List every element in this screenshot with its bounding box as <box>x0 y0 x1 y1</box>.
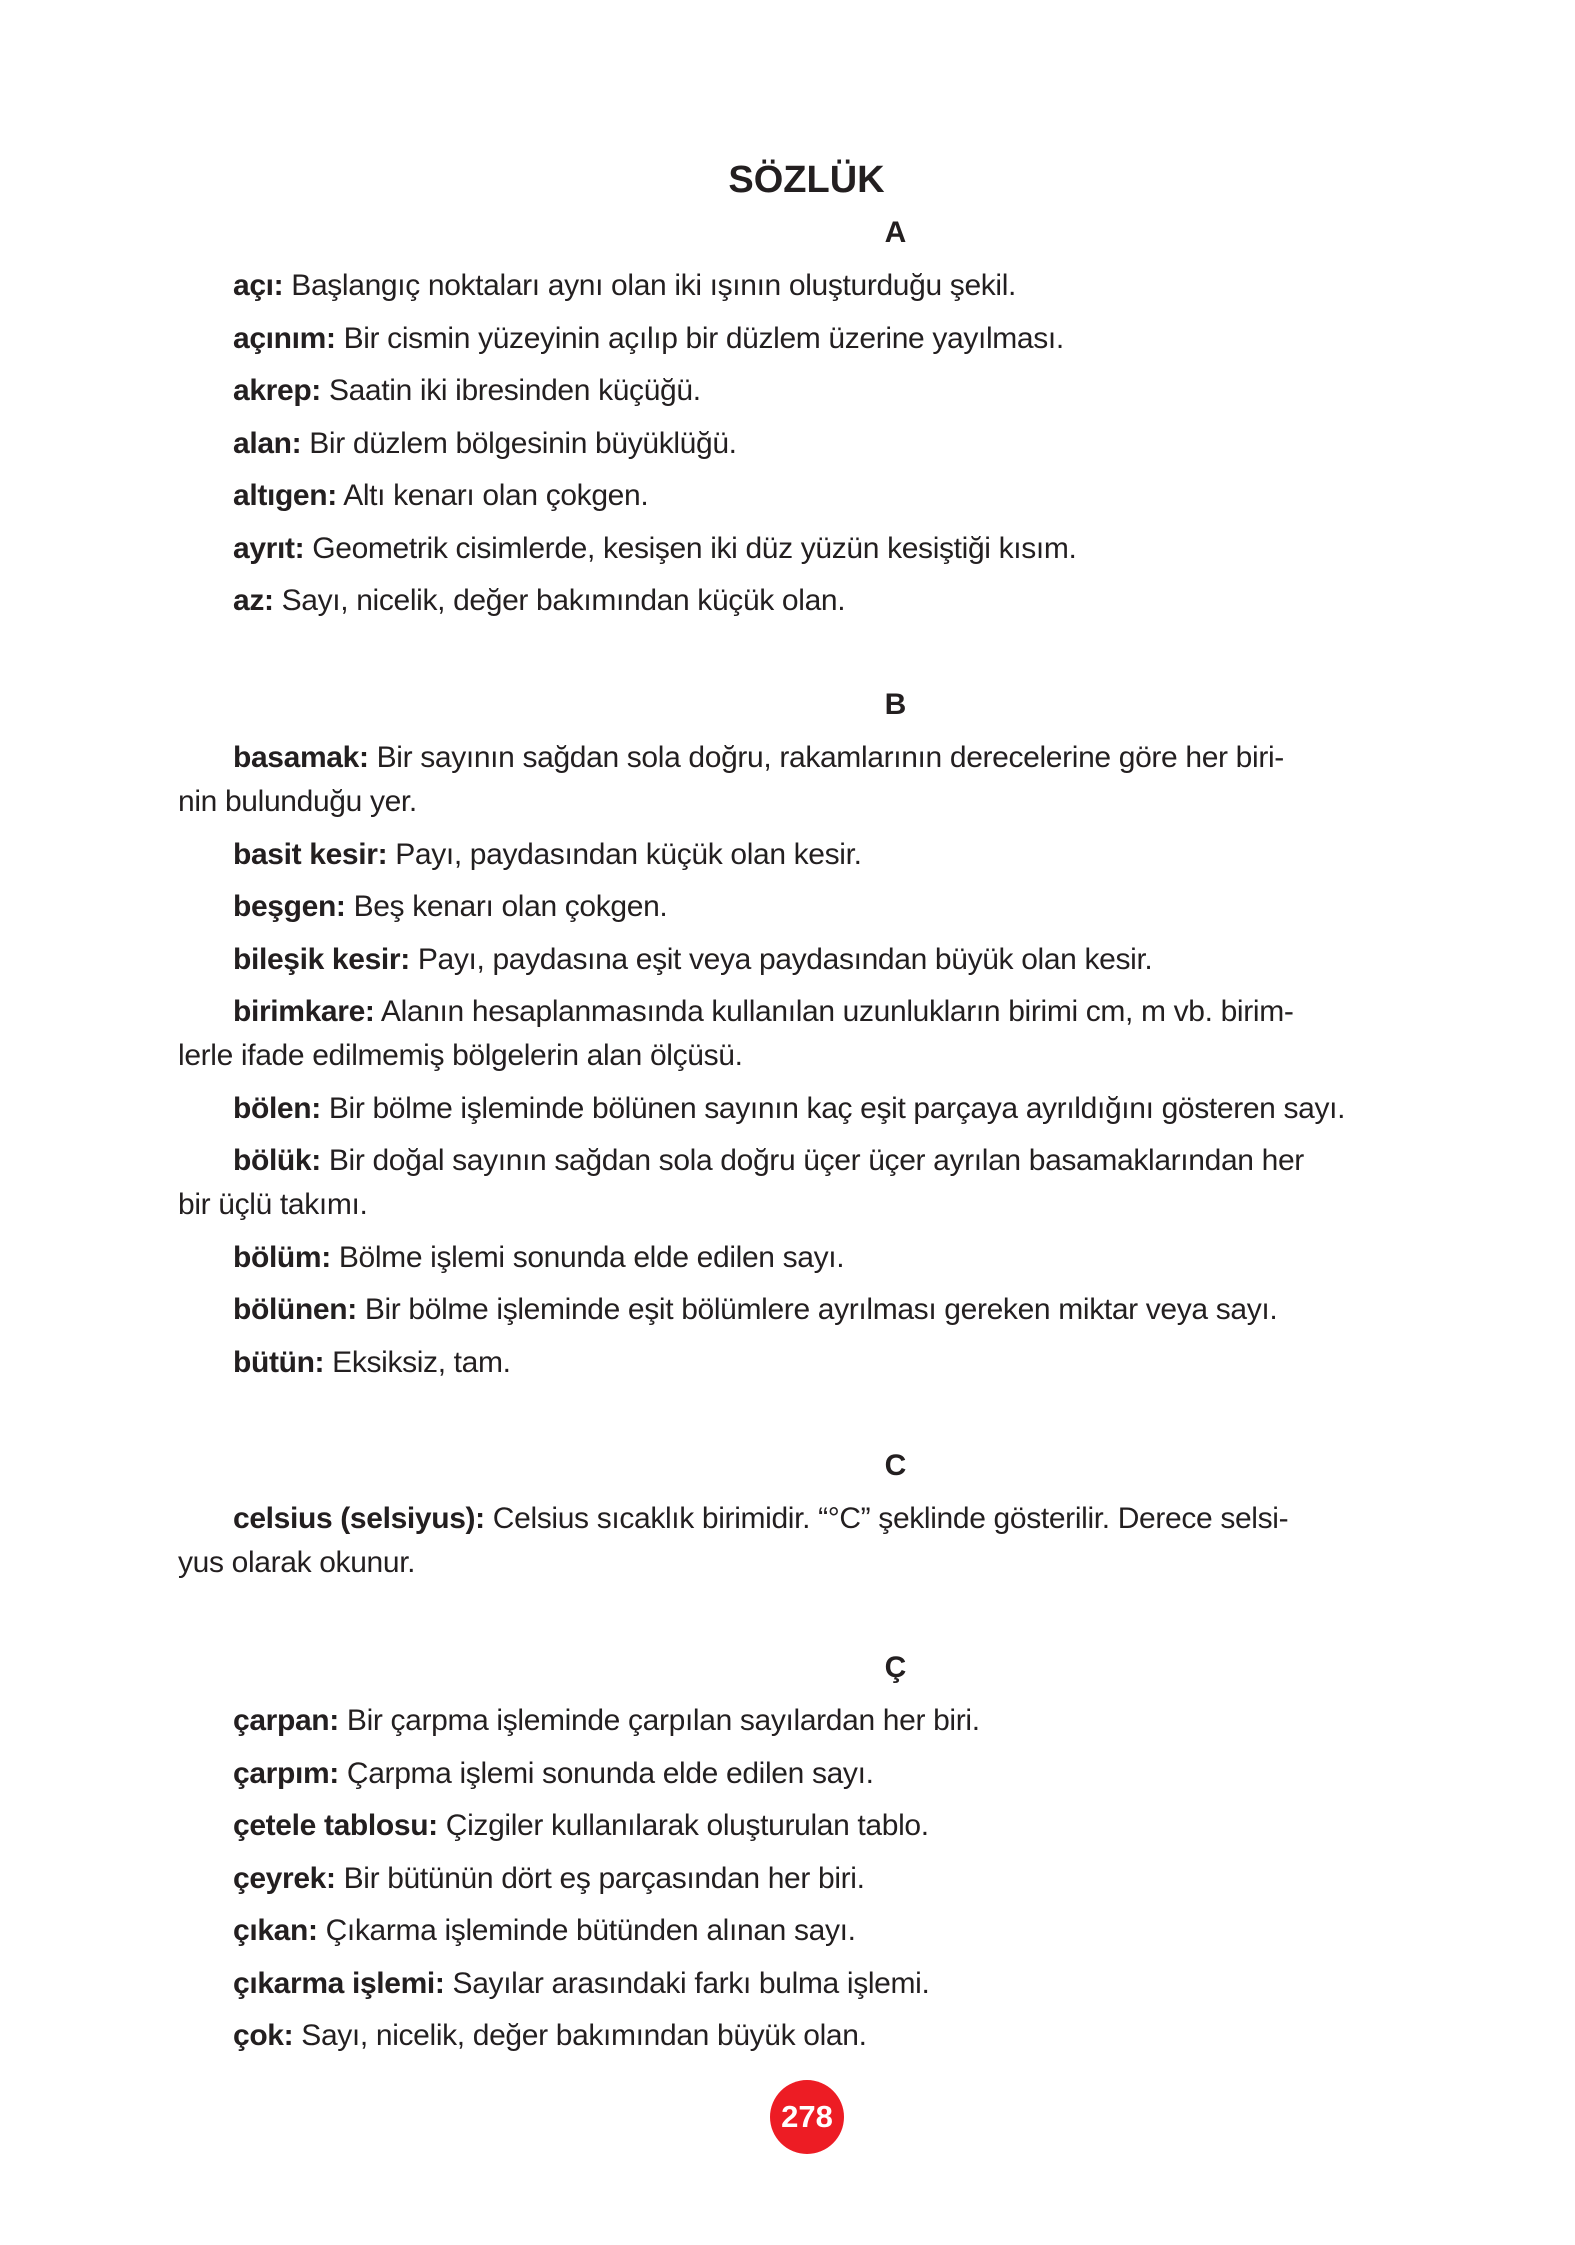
entry-term: açı: <box>233 269 284 302</box>
entry-line <box>178 990 1438 1034</box>
entry-term: altıgen: <box>233 479 337 512</box>
entry-line <box>178 1183 1438 1227</box>
entry-definition: Sayı, nicelik, değer bakımından küçük olan. <box>273 584 846 617</box>
entry-line <box>178 885 1438 929</box>
entry-line <box>178 1541 1438 1585</box>
glossary-entry <box>178 1699 1438 1743</box>
glossary-entry <box>178 317 1438 361</box>
entry-definition: lerle ifade edilmemiş bölgelerin alan ölçüsü. <box>178 1039 743 1072</box>
entry-definition: Bölme işlemi sonunda elde edilen sayı. <box>330 1240 845 1274</box>
section-letter: C <box>884 1449 907 1482</box>
entry-definition: nin bulunduğu yer. <box>178 785 417 818</box>
glossary-entry <box>178 1962 1438 2006</box>
glossary-entry <box>178 1804 1438 1848</box>
section-b <box>178 683 1438 1393</box>
glossary-entry <box>178 833 1438 877</box>
entry-term: çarpım: <box>233 1756 339 1790</box>
entry-term: çetele tablosu: <box>233 1809 438 1842</box>
entry-definition: Bir bütünün dört eş parçasından her biri. <box>335 1861 865 1895</box>
entry-line <box>178 1341 1438 1385</box>
entry-line <box>178 780 1438 824</box>
glossary-entry <box>178 369 1438 413</box>
section-a <box>178 211 1438 632</box>
glossary-entry <box>178 1857 1438 1901</box>
entry-definition: Bir doğal sayının sağdan sola doğru üçer üçer ayrılan basamaklarından her <box>320 1144 1304 1177</box>
entry-definition: Sayılar arasındaki farkı bulma işlemi. <box>444 1966 930 2000</box>
glossary-entry <box>178 1752 1438 1796</box>
glossary-entry <box>178 264 1438 308</box>
entry-term: birimkare: <box>233 995 375 1028</box>
entry-definition: Bir bölme işleminde bölünen sayının kaç eşit parçaya ayrıldığını gösteren sayı. <box>320 1091 1346 1125</box>
entry-definition: Bir bölme işleminde eşit bölümlere ayrılması gereken miktar veya sayı. <box>356 1293 1278 1326</box>
entry-line <box>178 736 1438 780</box>
entry-line <box>178 1288 1438 1332</box>
entry-definition: Eksiksiz, tam. <box>324 1345 511 1379</box>
glossary-entry <box>178 1341 1438 1385</box>
entry-term: çarpan: <box>233 1704 339 1737</box>
entry-term: bölük: <box>233 1144 321 1177</box>
entry-term: bileşik kesir: <box>233 942 410 976</box>
entry-line <box>178 1909 1438 1953</box>
glossary-entry <box>178 736 1438 824</box>
glossary-entry <box>178 1909 1438 1953</box>
entry-line <box>178 1236 1438 1280</box>
glossary-entry <box>178 422 1438 466</box>
entry-definition: Saatin iki ibresinden küçüğü. <box>320 374 701 407</box>
glossary-entry <box>178 474 1438 518</box>
entry-term: çeyrek: <box>233 1861 336 1895</box>
entry-term: çıkan: <box>233 1914 318 1947</box>
entry-line <box>178 369 1438 413</box>
glossary-entry <box>178 1288 1438 1332</box>
entry-line <box>178 527 1438 571</box>
entry-definition: Geometrik cisimlerde, kesişen iki düz yüzün kesiştiği kısım. <box>304 531 1077 565</box>
entry-definition: Çıkarma işleminde bütünden alınan sayı. <box>317 1914 856 1947</box>
glossary-entry <box>178 1497 1438 1585</box>
entry-line <box>178 1699 1438 1743</box>
entry-line <box>178 1139 1438 1183</box>
entry-definition: Çarpma işlemi sonunda elde edilen sayı. <box>338 1756 874 1790</box>
entry-term: bölünen: <box>233 1293 357 1326</box>
entry-definition: Bir çarpma işleminde çarpılan sayılardan her biri. <box>338 1704 980 1737</box>
entry-line <box>178 833 1438 877</box>
glossary-entry <box>178 527 1438 571</box>
entry-line <box>178 1857 1438 1901</box>
entry-line <box>178 264 1438 308</box>
entry-line <box>178 1497 1438 1541</box>
entry-definition: Altı kenarı olan çokgen. <box>336 479 649 512</box>
entry-line <box>178 422 1438 466</box>
entry-term: bölüm: <box>233 1240 331 1274</box>
entry-line <box>178 1087 1438 1131</box>
page-number-badge: 278 <box>770 2080 844 2154</box>
entry-line <box>178 317 1438 361</box>
glossary-entry <box>178 2014 1438 2058</box>
entry-term: celsius (selsiyus): <box>233 1502 485 1535</box>
page-title: SÖZLÜK <box>728 159 885 201</box>
entry-line <box>178 1034 1438 1078</box>
entry-definition: Başlangıç noktaları aynı olan iki ışının oluşturduğu şekil. <box>283 269 1017 302</box>
section-letter: A <box>884 216 907 249</box>
entry-line <box>178 1804 1438 1848</box>
entry-definition: Bir düzlem bölgesinin büyüklüğü. <box>301 426 737 460</box>
entry-definition: Celsius sıcaklık birimidir. “°C” şeklinde gösterilir. Derece selsi- <box>484 1502 1289 1535</box>
section-letter: Ç <box>884 1651 907 1684</box>
glossary-entry <box>178 990 1438 1078</box>
entry-line <box>178 2014 1438 2058</box>
entry-definition: bir üçlü takımı. <box>178 1188 368 1221</box>
entry-definition: Sayı, nicelik, değer bakımından büyük olan. <box>293 2019 867 2052</box>
glossary-entry <box>178 1236 1438 1280</box>
entry-definition: Beş kenarı olan çokgen. <box>345 890 668 923</box>
entry-term: alan: <box>233 426 302 460</box>
entry-line <box>178 938 1438 982</box>
glossary-entry <box>178 1087 1438 1131</box>
entry-definition: yus olarak okunur. <box>178 1546 416 1579</box>
glossary-entry <box>178 1139 1438 1227</box>
glossary-entry <box>178 938 1438 982</box>
entry-term: beşgen: <box>233 890 346 923</box>
entry-term: ayrıt: <box>233 531 305 565</box>
entry-term: bütün: <box>233 1345 325 1379</box>
entry-term: çok: <box>233 2019 294 2052</box>
entry-term: bölen: <box>233 1091 321 1125</box>
entry-definition: Bir cismin yüzeyinin açılıp bir düzlem üzerine yayılması. <box>335 321 1064 355</box>
entry-term: az: <box>233 584 274 617</box>
entry-definition: Payı, paydasına eşit veya paydasından büyük olan kesir. <box>409 942 1153 976</box>
entry-definition: Alanın hesaplanmasında kullanılan uzunlukların birimi cm, m vb. birim- <box>374 995 1294 1028</box>
section-c <box>178 1444 1438 1594</box>
entry-definition: Payı, paydasından küçük olan kesir. <box>387 837 862 871</box>
entry-definition: Çizgiler kullanılarak oluşturulan tablo. <box>437 1809 929 1842</box>
entry-line <box>178 1752 1438 1796</box>
glossary-entry <box>178 885 1438 929</box>
entry-term: açınım: <box>233 321 336 355</box>
entry-line <box>178 1962 1438 2006</box>
entry-term: basamak: <box>233 741 369 774</box>
entry-definition: Bir sayının sağdan sola doğru, rakamlarının derecelerine göre her biri- <box>368 741 1284 774</box>
section-ç <box>178 1646 1438 2067</box>
entry-term: çıkarma işlemi: <box>233 1966 445 2000</box>
entry-term: akrep: <box>233 374 321 407</box>
section-letter: B <box>884 688 907 721</box>
entry-line <box>178 474 1438 518</box>
entry-line <box>178 579 1438 623</box>
entry-term: basit kesir: <box>233 837 388 871</box>
glossary-entry <box>178 579 1438 623</box>
